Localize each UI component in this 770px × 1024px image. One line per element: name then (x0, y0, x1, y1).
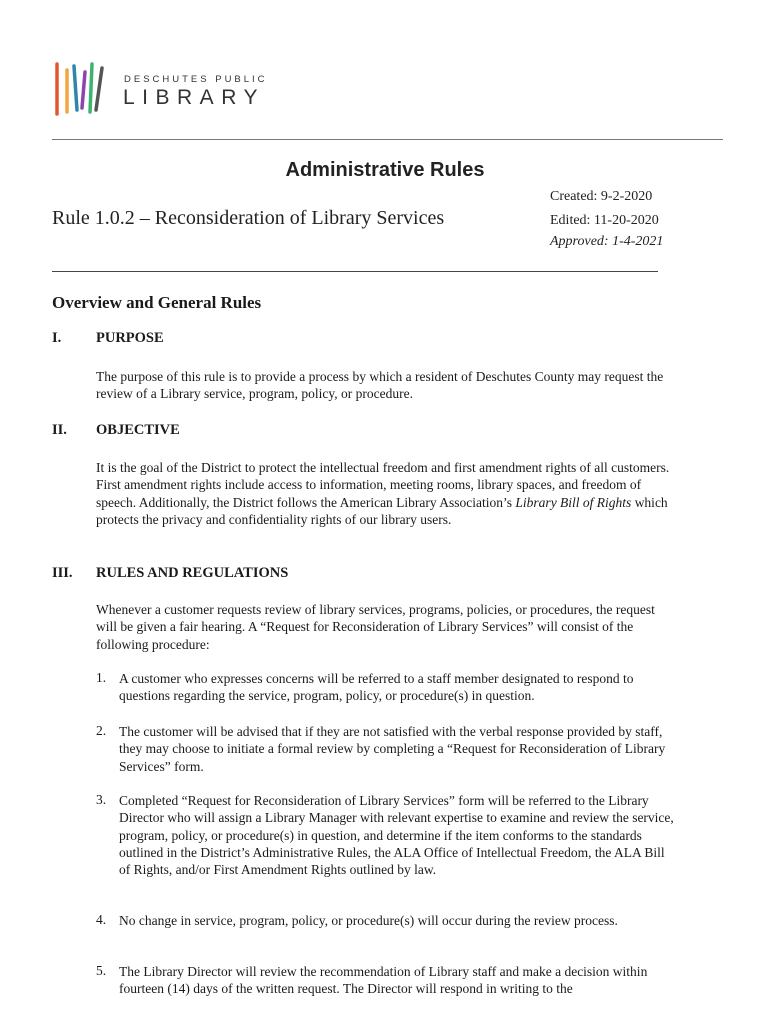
library-logo (52, 60, 292, 118)
objective-text-start: It is the goal of the District to protect the intellectual freedom and first amendment rights of all customers. First amendment rights include access to information, meeting rooms, library spaces, and freedom of speech. Additionally, the District follows the American Library Association’s (96, 460, 670, 510)
list-item: The customer will be advised that if they are not satisfied with the verbal response provided by staff, they may choose to initiate a formal review by completing a “Request for Reconsideration of Library Services” form. (119, 724, 666, 774)
section-text-rules: Whenever a customer requests review of library services, programs, policies, or procedures, the request will be given a fair hearing. A “Request for Reconsideration of Library Services” will consist of the following procedure: (96, 602, 655, 652)
library-bill-of-rights: Library Bill of Rights (515, 494, 632, 510)
section-number: III. (52, 565, 73, 581)
list-item-number: 2. (96, 723, 107, 738)
created-date: Created: 9-2-2020 (550, 189, 653, 204)
logo-text-bottom: LIBRARY (123, 86, 265, 109)
section-title-objective: OBJECTIVE (96, 422, 180, 438)
overview-heading: Overview and General Rules (52, 293, 262, 312)
list-item: No change in service, program, policy, or procedure(s) will occur during the review process. (119, 913, 618, 928)
edited-date: Edited: 11-20-2020 (550, 213, 659, 228)
section-number: I. (52, 330, 62, 346)
section-title-rules: RULES AND REGULATIONS (96, 565, 289, 581)
logo-text-top: DESCHUTES PUBLIC (124, 74, 268, 85)
logo-bars-icon (52, 60, 112, 118)
section-text-objective (96, 459, 671, 528)
section-text-purpose: The purpose of this rule is to provide a process by which a resident of Deschutes County may request the review of a Library service, program, policy, or procedure. (96, 369, 664, 402)
list-item-number: 1. (96, 670, 107, 685)
approved-date: Approved: 1-4-2021 (550, 234, 664, 249)
objective-text-end: which protects the privacy and confidentiality rights of our library users. (96, 494, 668, 527)
list-item-number: 4. (96, 912, 107, 927)
document-title: Administrative Rules (285, 159, 485, 181)
list-item: The Library Director will review the recommendation of Library staff and make a decision within fourteen (14) days of the written request. The Director will respond in writing to the (119, 964, 648, 997)
section-title-purpose: PURPOSE (96, 330, 164, 346)
list-item-number: 3. (96, 792, 107, 807)
title-underline (52, 271, 658, 272)
rule-title: Rule 1.0.2 – Reconsideration of Library Services (52, 207, 445, 229)
header-divider (52, 139, 723, 140)
section-number: II. (52, 422, 67, 438)
list-item-number: 5. (96, 963, 107, 978)
list-item: A customer who expresses concerns will be referred to a staff member designated to respond to questions regarding the service, program, policy, or procedure(s) in question. (119, 671, 634, 704)
list-item: Completed “Request for Reconsideration of Library Services” form will be referred to the Library Director who will assign a Library Manager with relevant expertise to examine and review the service, program, policy, or procedure(s) in question, and determine if the item conforms to the standards outlined in the District’s Administrative Rules, the ALA Office of Intellectual Freedom, the ALA Bill of Rights, and/or First Amendment Rights outlined by law. (119, 793, 674, 878)
